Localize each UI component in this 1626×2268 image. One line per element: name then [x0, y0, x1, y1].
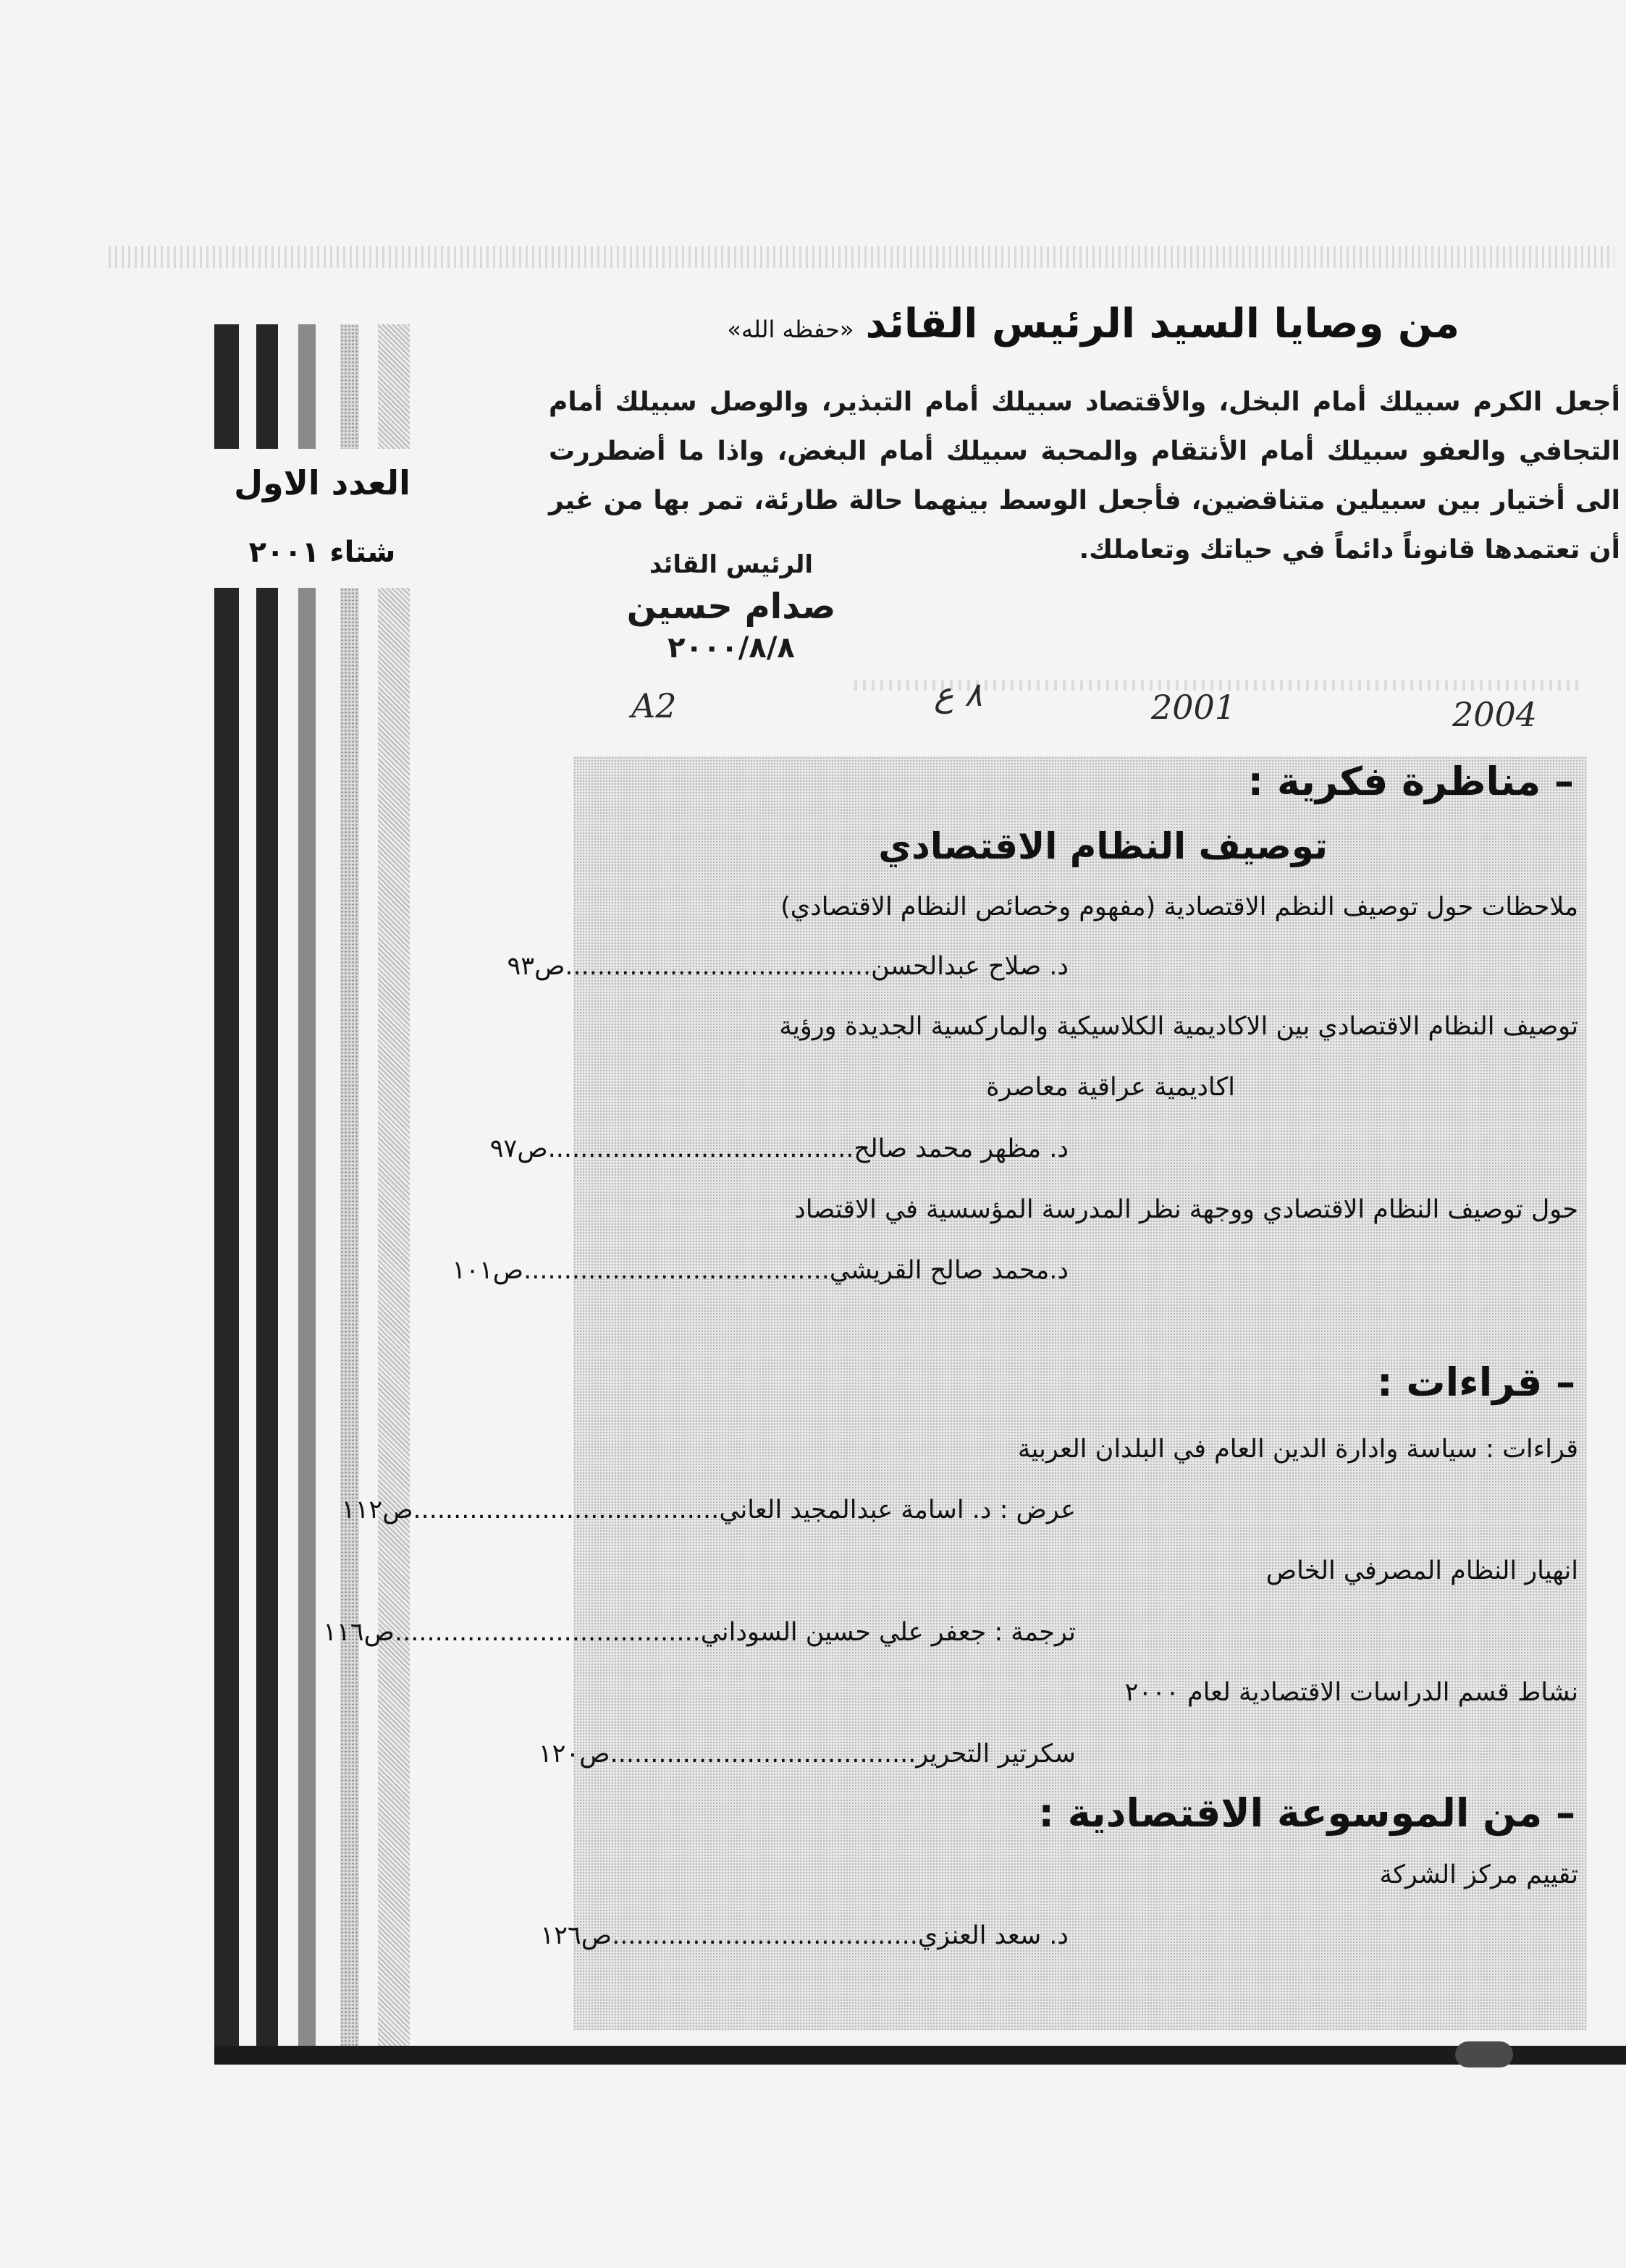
- article-entry: [342, 1496, 1076, 1525]
- article-entry: [539, 1740, 1076, 1769]
- leader-dots: ......................................: [413, 1496, 720, 1525]
- article-author: د. سعد العنزي: [917, 1921, 1069, 1950]
- article-author: د. صلاح عبدالحسن: [871, 952, 1069, 981]
- article-page: ص٩٣: [507, 952, 565, 981]
- article-title: قراءات : سياسة وادارة الدين العام في البلدان العربية: [1017, 1435, 1578, 1464]
- quote-heading: [727, 300, 1459, 347]
- signature-title: الرئيس القائد: [649, 550, 814, 579]
- bottom-rule: [214, 2046, 1626, 2065]
- quote-heading-note: «حفظه الله»: [727, 316, 854, 343]
- section-heading: – مناظرة فكرية :: [1247, 759, 1574, 804]
- signature-date: ٢٠٠٠/٨/٨: [667, 631, 795, 665]
- article-page: ص١٢٠: [538, 1740, 610, 1769]
- handwritten-mark: 2004: [1452, 695, 1538, 734]
- leader-dots: ......................................: [523, 1256, 830, 1285]
- article-title: انهيار النظام المصرفي الخاص: [1265, 1556, 1578, 1585]
- leader-dots: ......................................: [547, 1134, 854, 1163]
- article-author: د. مظهر محمد صالح: [854, 1134, 1069, 1163]
- section-subheading: توصيف النظام الاقتصادي: [878, 825, 1328, 867]
- quote-heading-text: من وصايا السيد الرئيس القائد: [865, 300, 1459, 347]
- page-mark: [1455, 2041, 1513, 2067]
- leader-dots: ......................................: [394, 1618, 701, 1647]
- section-heading: – قراءات :: [1376, 1359, 1575, 1405]
- article-entry: [490, 1134, 1069, 1163]
- issue-season: شتاء ٢٠٠١: [248, 536, 396, 569]
- article-title: ملاحظات حول توصيف النظم الاقتصادية (مفهوم وخصائص النظام الاقتصادي): [780, 893, 1578, 922]
- article-title: توصيف النظام الاقتصادي بين الاكاديمية الكلاسيكية والماركسية الجديدة ورؤية: [779, 1012, 1578, 1041]
- article-title: حول توصيف النظام الاقتصادي ووجهة نظر المدرسة المؤسسية في الاقتصاد: [794, 1195, 1578, 1224]
- section-heading: – من الموسوعة الاقتصادية :: [1038, 1790, 1575, 1836]
- article-page: ص١١٢: [341, 1496, 413, 1525]
- article-page: ص٩٧: [489, 1134, 548, 1163]
- article-entry: [323, 1618, 1076, 1647]
- article-author: د.محمد صالح القريشي: [829, 1256, 1069, 1285]
- handwritten-mark: 2001: [1151, 688, 1237, 727]
- article-title: نشاط قسم الدراسات الاقتصادية لعام ٢٠٠٠: [1124, 1678, 1578, 1707]
- handwritten-mark: A2: [631, 686, 677, 725]
- quote-text: أجعل الكرم سبيلك أمام البخل، والأقتصاد سبيلك أمام التبذير، والوصل سبيلك أمام التجافي والعفو سبيلك أمام الأنتقام والمحبة سبيلك أمام البغض، واذا ما أضطررت الى أختيار بين سبيلين متناقضين، فأجعل الوسط بينهما حالة طارئة، تمر بها من غير أن تعتمدها قانوناً دائماً في حياتك وتعاملك.: [549, 387, 1620, 565]
- article-entry: [507, 952, 1069, 981]
- article-entry: [452, 1256, 1069, 1285]
- article-page: ص١١٦: [323, 1618, 395, 1647]
- article-author: عرض : د. اسامة عبدالمجيد العاني: [719, 1496, 1076, 1525]
- handwritten-mark: ٨ ع: [934, 675, 982, 714]
- article-author: ترجمة : جعفر علي حسين السوداني: [700, 1618, 1076, 1647]
- scan-noise: [109, 246, 1614, 268]
- article-entry: [540, 1921, 1069, 1950]
- leader-dots: ......................................: [565, 952, 872, 981]
- article-page: ص١٢٦: [540, 1921, 612, 1950]
- article-title: تقييم مركز الشركة: [1379, 1860, 1578, 1889]
- article-author: سكرتير التحرير: [916, 1740, 1076, 1769]
- article-page: ص١٠١: [452, 1256, 524, 1285]
- issue-title: العدد الاول: [234, 463, 410, 502]
- leader-dots: ......................................: [610, 1740, 917, 1769]
- signature-name: صدام حسين: [626, 586, 836, 627]
- leader-dots: ......................................: [612, 1921, 918, 1950]
- article-title: اكاديمية عراقية معاصرة: [986, 1073, 1235, 1102]
